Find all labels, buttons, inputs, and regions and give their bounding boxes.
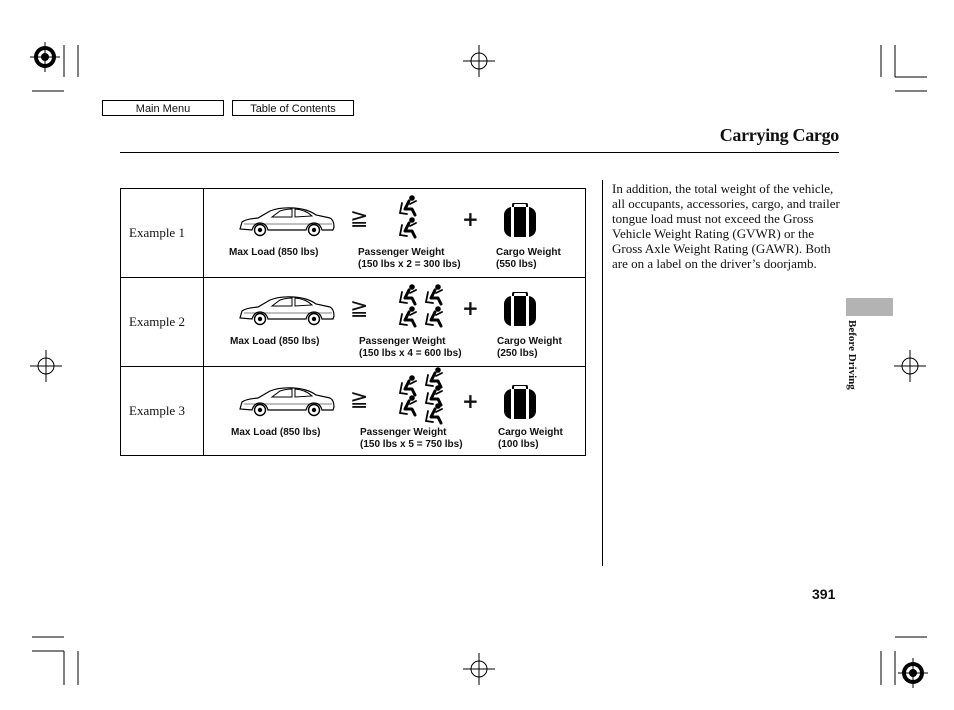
passenger-weight-title: Passenger Weight [360,427,447,438]
seated-passenger-icon [400,395,416,415]
cargo-weight-value: (100 lbs) [498,439,539,450]
passenger-weight-calc: (150 lbs x 2 = 300 lbs) [358,259,461,270]
seated-passenger-icon [400,195,416,215]
greater-equal-symbol: ≧ [350,387,369,412]
cargo-weight-value: (250 lbs) [497,348,538,359]
gvwr-paragraph: In addition, the total weight of the vehicle, all occupants, accessories, cargo, and trailer tongue load must not exceed the Gross Vehicle Weight Rating (GVWR) or the Gross Axle Weight Rating (GAWR). Both are on a label on the driver’s doorjamb. [612,181,840,271]
registration-target-icon [898,658,928,688]
greater-equal-symbol: ≧ [350,206,369,231]
passenger-icons [390,367,450,425]
cargo-weight-value: (550 lbs) [496,259,537,270]
passenger-weight-caption [360,427,463,451]
passenger-weight-caption [359,336,462,360]
seated-passenger-icon [426,284,442,304]
example-diagram-cell [204,367,585,455]
section-side-label-text: Before Driving [846,320,858,390]
example-diagram-cell [204,189,585,277]
plus-symbol: + [462,389,479,413]
cargo-weight-title: Cargo Weight [496,247,561,258]
seated-passenger-icon [426,403,442,423]
max-load-caption: Max Load (850 lbs) [229,247,319,258]
example-diagram [204,278,586,367]
car-side-icon [236,385,336,417]
seated-passenger-icon [426,385,442,405]
cargo-weight-title: Cargo Weight [497,336,562,347]
plus-symbol: + [462,296,479,320]
suitcase-icon [498,385,542,421]
seated-passenger-icon [400,284,416,304]
cargo-weight-title: Cargo Weight [498,427,563,438]
title-divider [120,152,839,153]
example-row-2 [121,278,586,367]
cargo-weight-caption [498,427,563,451]
example-row-3 [121,367,586,456]
seated-passenger-icon [426,306,442,326]
max-load-caption: Max Load (850 lbs) [230,336,320,347]
suitcase-icon [498,203,542,239]
seated-passenger-icon [400,217,416,237]
seated-passenger-icon [400,375,416,395]
page-title: Carrying Cargo [719,125,839,145]
example-label: Example 2 [121,278,204,367]
main-menu-button[interactable]: Main Menu [102,100,224,116]
page-number: 391 [812,586,836,602]
example-row-1 [121,189,586,278]
passenger-weight-title: Passenger Weight [358,247,445,258]
cargo-weight-caption [496,247,561,271]
plus-symbol: + [462,207,479,231]
car-side-icon [236,294,336,326]
section-side-label [842,320,864,410]
cargo-weight-caption [497,336,562,360]
passenger-weight-calc: (150 lbs x 4 = 600 lbs) [359,348,462,359]
registration-target-icon [30,42,60,72]
seated-passenger-icon [426,367,442,387]
suitcase-icon [498,292,542,328]
passenger-weight-calc: (150 lbs x 5 = 750 lbs) [360,439,463,450]
passenger-icons [390,195,450,243]
car-side-icon [236,205,336,237]
passenger-icons [390,284,450,332]
passenger-weight-caption [358,247,461,271]
example-diagram-cell [204,278,585,366]
example-label: Example 3 [121,367,204,456]
max-load-caption: Max Load (850 lbs) [231,427,321,438]
example-diagram [204,367,586,456]
seated-passenger-icon [400,306,416,326]
section-tab [846,298,893,316]
passenger-weight-title: Passenger Weight [359,336,446,347]
table-of-contents-button[interactable]: Table of Contents [232,100,354,116]
load-examples-table [120,188,586,456]
example-diagram [204,189,586,278]
example-label: Example 1 [121,189,204,278]
greater-equal-symbol: ≧ [350,296,369,321]
column-divider [602,180,603,566]
